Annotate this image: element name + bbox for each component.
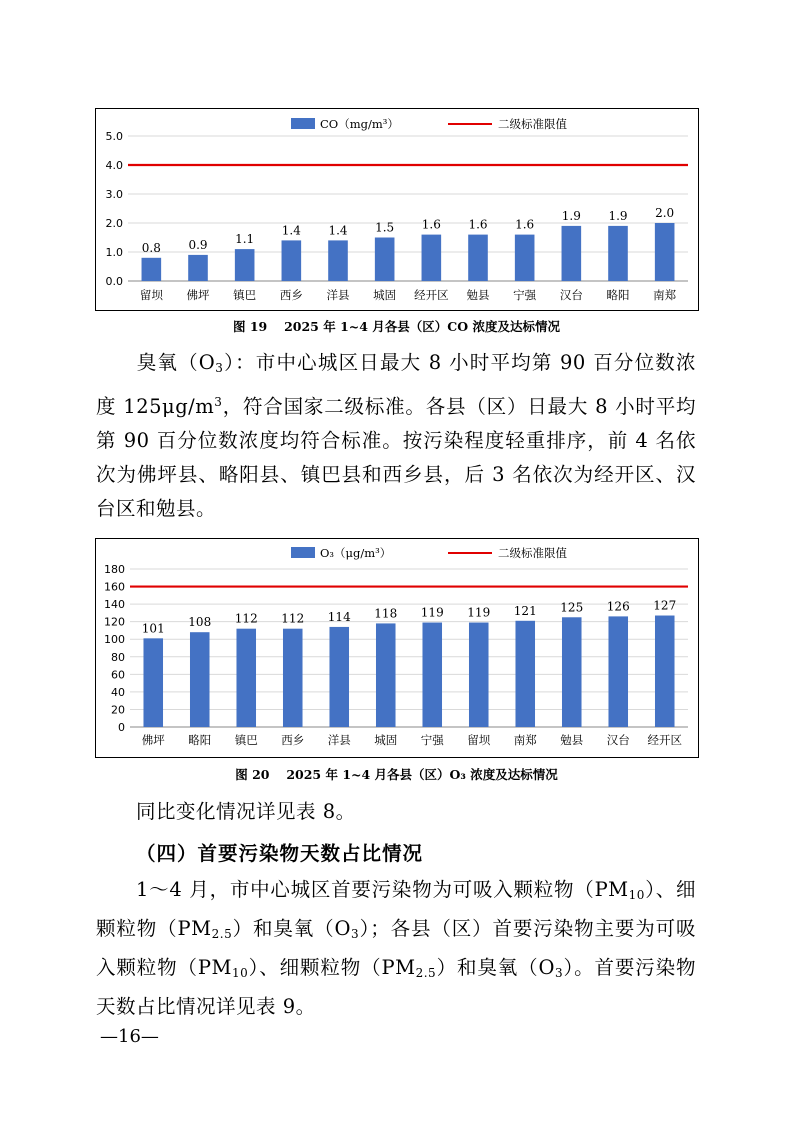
y-tick-label: 160 — [104, 580, 125, 594]
data-label: 1.4 — [281, 223, 301, 238]
x-tick-label: 镇巴 — [233, 288, 257, 302]
data-label: 1.5 — [375, 220, 395, 235]
x-tick-label: 略阳 — [188, 733, 212, 747]
x-tick-label: 南郑 — [513, 733, 537, 747]
x-tick-label: 佛坪 — [186, 288, 210, 302]
bar — [562, 617, 582, 727]
legend-bar-label: O₃（μg/m³） — [320, 546, 392, 560]
y-tick-label: 60 — [111, 668, 125, 682]
bar — [375, 238, 395, 282]
figure-20-caption: 图 20 2025 年 1~4 月各县（区）O₃ 浓度及达标情况 — [235, 767, 558, 782]
bar — [655, 223, 675, 281]
y-tick-label: 5.0 — [105, 130, 123, 143]
y-tick-label: 1.0 — [105, 246, 123, 259]
x-tick-label: 宁强 — [420, 733, 444, 747]
y-tick-label: 2.0 — [105, 217, 123, 230]
y-tick-label: 140 — [104, 598, 125, 612]
x-tick-label: 镇巴 — [234, 733, 258, 747]
bar — [188, 255, 208, 281]
x-tick-label: 勉县 — [466, 288, 490, 302]
bar — [515, 621, 535, 727]
bar — [608, 226, 628, 281]
bar — [562, 226, 582, 281]
y-tick-label: 40 — [111, 685, 125, 699]
legend-bar-swatch — [291, 118, 315, 129]
bar — [515, 235, 535, 281]
bar — [190, 632, 210, 727]
co-chart-svg — [96, 109, 697, 309]
legend-bar-swatch — [291, 547, 315, 558]
legend-line-label: 二级标准限值 — [498, 117, 567, 131]
data-label: 0.8 — [141, 240, 161, 255]
x-tick-label: 城固 — [373, 288, 397, 302]
legend-line-label: 二级标准限值 — [498, 546, 567, 560]
bar — [376, 623, 396, 727]
co-chart — [95, 108, 699, 311]
bar — [283, 629, 303, 727]
bar — [235, 249, 255, 281]
data-label: 119 — [467, 605, 491, 620]
y-tick-label: 0.0 — [105, 275, 123, 288]
o3-chart — [95, 538, 699, 758]
x-tick-label: 西乡 — [279, 288, 303, 302]
legend-bar-label: CO（mg/m³） — [320, 117, 399, 131]
y-tick-label: 120 — [104, 615, 125, 629]
y-tick-label: 3.0 — [105, 188, 123, 201]
yoy-paragraph: 同比变化情况详见表 8。 — [136, 800, 356, 823]
data-label: 1.4 — [328, 223, 348, 238]
x-tick-label: 勉县 — [560, 733, 584, 747]
bar — [282, 240, 302, 281]
data-label: 126 — [606, 599, 630, 614]
data-label: 118 — [374, 606, 398, 621]
bar — [422, 235, 442, 281]
x-tick-label: 略阳 — [606, 288, 630, 302]
data-label: 112 — [234, 611, 258, 626]
data-label: 101 — [141, 621, 165, 636]
x-tick-label: 洋县 — [327, 733, 351, 747]
x-tick-label: 南郑 — [653, 288, 677, 302]
o3-chart-svg — [96, 539, 697, 756]
bar — [608, 616, 628, 727]
data-label: 1.9 — [608, 208, 628, 223]
y-tick-label: 4.0 — [105, 159, 123, 172]
x-tick-label: 佛坪 — [141, 733, 165, 747]
primary-pollutant-paragraph: 1～4 月，市中心城区首要污染物为可吸入颗粒物$(PM_{10})$、细颗粒物$(PM_{2.5})$和臭氧$(O_3)$；各县（区）首要污染物主要为可吸入颗粒物$(PM_{10})$、细颗粒物$(PM_{2.5})$和臭氧$(O_3)$。首要污染物天数占比情况详见表 9。 — [96, 878, 696, 1018]
x-tick-label: 经开区 — [647, 733, 682, 747]
data-label: 108 — [188, 615, 212, 630]
x-tick-label: 留坝 — [139, 288, 163, 302]
x-tick-label: 留坝 — [467, 733, 491, 747]
bar — [655, 616, 675, 727]
x-tick-label: 洋县 — [326, 288, 350, 302]
data-label: 127 — [653, 598, 677, 613]
x-tick-label: 汉台 — [559, 288, 583, 302]
bar — [329, 627, 349, 727]
data-label: 1.6 — [468, 217, 488, 232]
bar — [468, 235, 488, 281]
data-label: 1.1 — [235, 232, 255, 247]
x-tick-label: 经开区 — [414, 288, 449, 302]
data-label: 112 — [281, 611, 305, 626]
data-label: 2.0 — [655, 206, 675, 220]
bar — [422, 623, 442, 727]
data-label: 121 — [513, 603, 537, 618]
ozone-paragraph: 臭氧$(O_3)$：市中心城区日最大 8 小时平均第 90 百分位数浓度 $125\mu g/m^3$，符合国家二级标准。各县（区）日最大 8 小时平均第 90 百分位数浓度均符合标准。按污染程度轻重排序，前 4 名依次为佛坪县、略阳县、镇巴县和西乡县，后 3 名依次为经开区、汉台区和勉县。 — [96, 351, 696, 520]
data-label: 1.9 — [561, 208, 581, 223]
data-label: 125 — [560, 600, 584, 615]
bar — [142, 258, 162, 281]
y-tick-label: 20 — [111, 703, 125, 717]
data-label: 114 — [327, 609, 351, 624]
x-tick-label: 城固 — [374, 733, 398, 747]
page-number: —16— — [100, 1026, 159, 1047]
data-label: 119 — [420, 605, 444, 620]
bar — [143, 638, 163, 727]
x-tick-label: 汉台 — [606, 733, 630, 747]
data-label: 1.6 — [421, 217, 441, 232]
data-label: 0.9 — [188, 237, 208, 252]
section-heading-4: （四）首要污染物天数占比情况 — [136, 842, 424, 865]
y-tick-label: 180 — [104, 563, 125, 576]
x-tick-label: 宁强 — [513, 288, 537, 302]
figure-19-caption: 图 19 2025 年 1~4 月各县（区）CO 浓度及达标情况 — [232, 319, 560, 334]
bar — [469, 623, 489, 727]
y-tick-label: 80 — [111, 650, 125, 664]
data-label: 1.6 — [515, 217, 535, 232]
y-tick-label: 0 — [118, 721, 125, 734]
y-tick-label: 100 — [104, 633, 125, 647]
bar — [328, 240, 348, 281]
bar — [236, 629, 256, 727]
x-tick-label: 西乡 — [281, 733, 305, 747]
